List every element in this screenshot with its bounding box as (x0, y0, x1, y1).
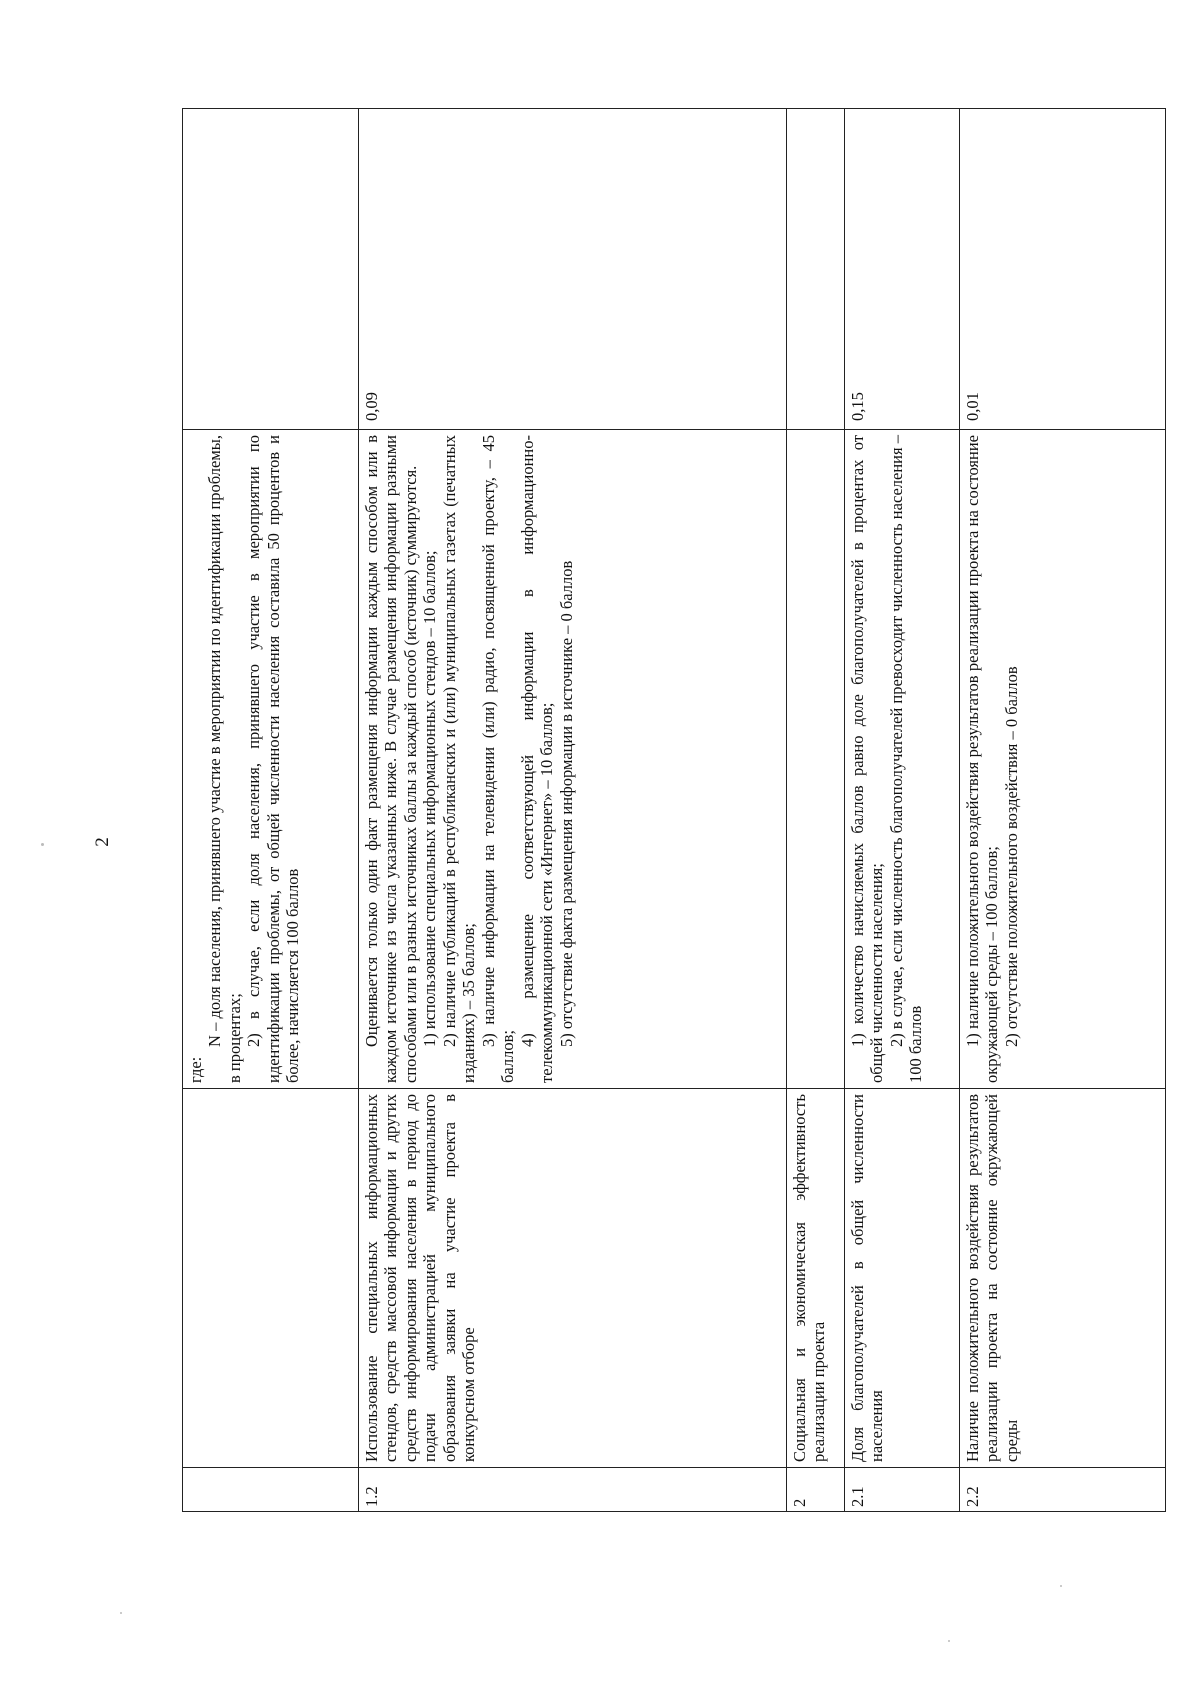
criterion-description (787, 430, 845, 1089)
table-row-2-2 (960, 109, 1166, 1512)
row-number: 2.1 (845, 1468, 960, 1512)
page-number: 2 (92, 837, 113, 847)
criterion-description (845, 430, 960, 1089)
description-line: 2) в случае, если численность благополучателей превосходит численность населения – 100 баллов (886, 435, 926, 1083)
table-row-1-2 (359, 109, 787, 1512)
row-number: 2.2 (960, 1468, 1166, 1512)
description-line: 2) наличие публикаций в республиканских и (или) муниципальных газетах (печатных изданиях) – 35 баллов; (439, 435, 479, 1083)
table-row-2 (787, 109, 845, 1512)
description-line: 1) наличие положительного воздействия результатов реализации проекта на состояние окружающей среды – 100 баллов; (963, 435, 1002, 1083)
scan-speck (41, 843, 44, 846)
description-line: 3) наличие информации на телевидении (или) радио, посвященной проекту, – 45 баллов; (478, 435, 518, 1083)
row-number: 2 (787, 1468, 845, 1512)
table-row-2-1 (845, 109, 960, 1512)
criterion-description (183, 430, 359, 1089)
description-line: 5) отсутствие факта размещения информации в источнике – 0 баллов (556, 560, 576, 1047)
description-line: N – доля населения, принявшего участие в мероприятии по идентификации проблемы, в процентах; (205, 435, 244, 1083)
row-number: 1.2 (359, 1468, 787, 1512)
description-line: 4) размещение соответствующей информации в информационно-телекоммуникационной сети «Интернет» – 10 баллов; (517, 435, 557, 1083)
description-line: 2) отсутствие положительного воздействия – 0 баллов (1001, 666, 1021, 1047)
table-row-continuation (183, 109, 359, 1512)
criterion-weight (183, 109, 359, 430)
description-line: 1) использование специальных информационных стендов – 10 баллов; (420, 550, 440, 1047)
criterion-weight: 0,01 (960, 109, 1166, 430)
criterion-weight (787, 109, 845, 430)
scan-speck (948, 1640, 950, 1642)
criterion-name: Использование специальных информационных стендов, средств массовой информации и других средств информирования населения в период до подачи администрацией муниципального образования заявки на участие проекта в конкурсном отборе (359, 1089, 787, 1468)
criterion-name: Наличие положительного воздействия результатов реализации проекта на состояние окружающей среды (960, 1089, 1166, 1468)
criterion-description (960, 430, 1166, 1089)
criterion-name (183, 1089, 359, 1468)
row-number (183, 1468, 359, 1512)
scan-speck (120, 1612, 122, 1614)
criterion-name: Социальная и экономическая эффективность реализации проекта (787, 1089, 845, 1468)
scan-speck (1060, 1585, 1062, 1587)
criterion-weight: 0,09 (359, 109, 787, 430)
description-line: 2) в случае, если доля населения, принявшего участие в мероприятии по идентификации проблемы, от общей численности населения составила 50 процентов и более, начисляется 100 баллов (244, 435, 303, 1083)
rotated-table-wrapper (182, 109, 1165, 1512)
description-line: 1) количество начисляемых баллов равно доле благополучателей в процентах от общей численности населения; (848, 435, 887, 1083)
criterion-description (359, 430, 787, 1089)
description-line: Оценивается только один факт размещения информации каждым способом или в каждом источнике из числа указанных ниже. В случае размещения информации разными способами или в разных источниках баллы за каждый способ (источник) суммируются. (362, 435, 420, 1083)
criterion-name: Доля благополучателей в общей численности населения (845, 1089, 960, 1468)
criterion-weight: 0,15 (845, 109, 960, 430)
description-line: где: (186, 1056, 205, 1083)
criteria-table (182, 108, 1166, 1512)
